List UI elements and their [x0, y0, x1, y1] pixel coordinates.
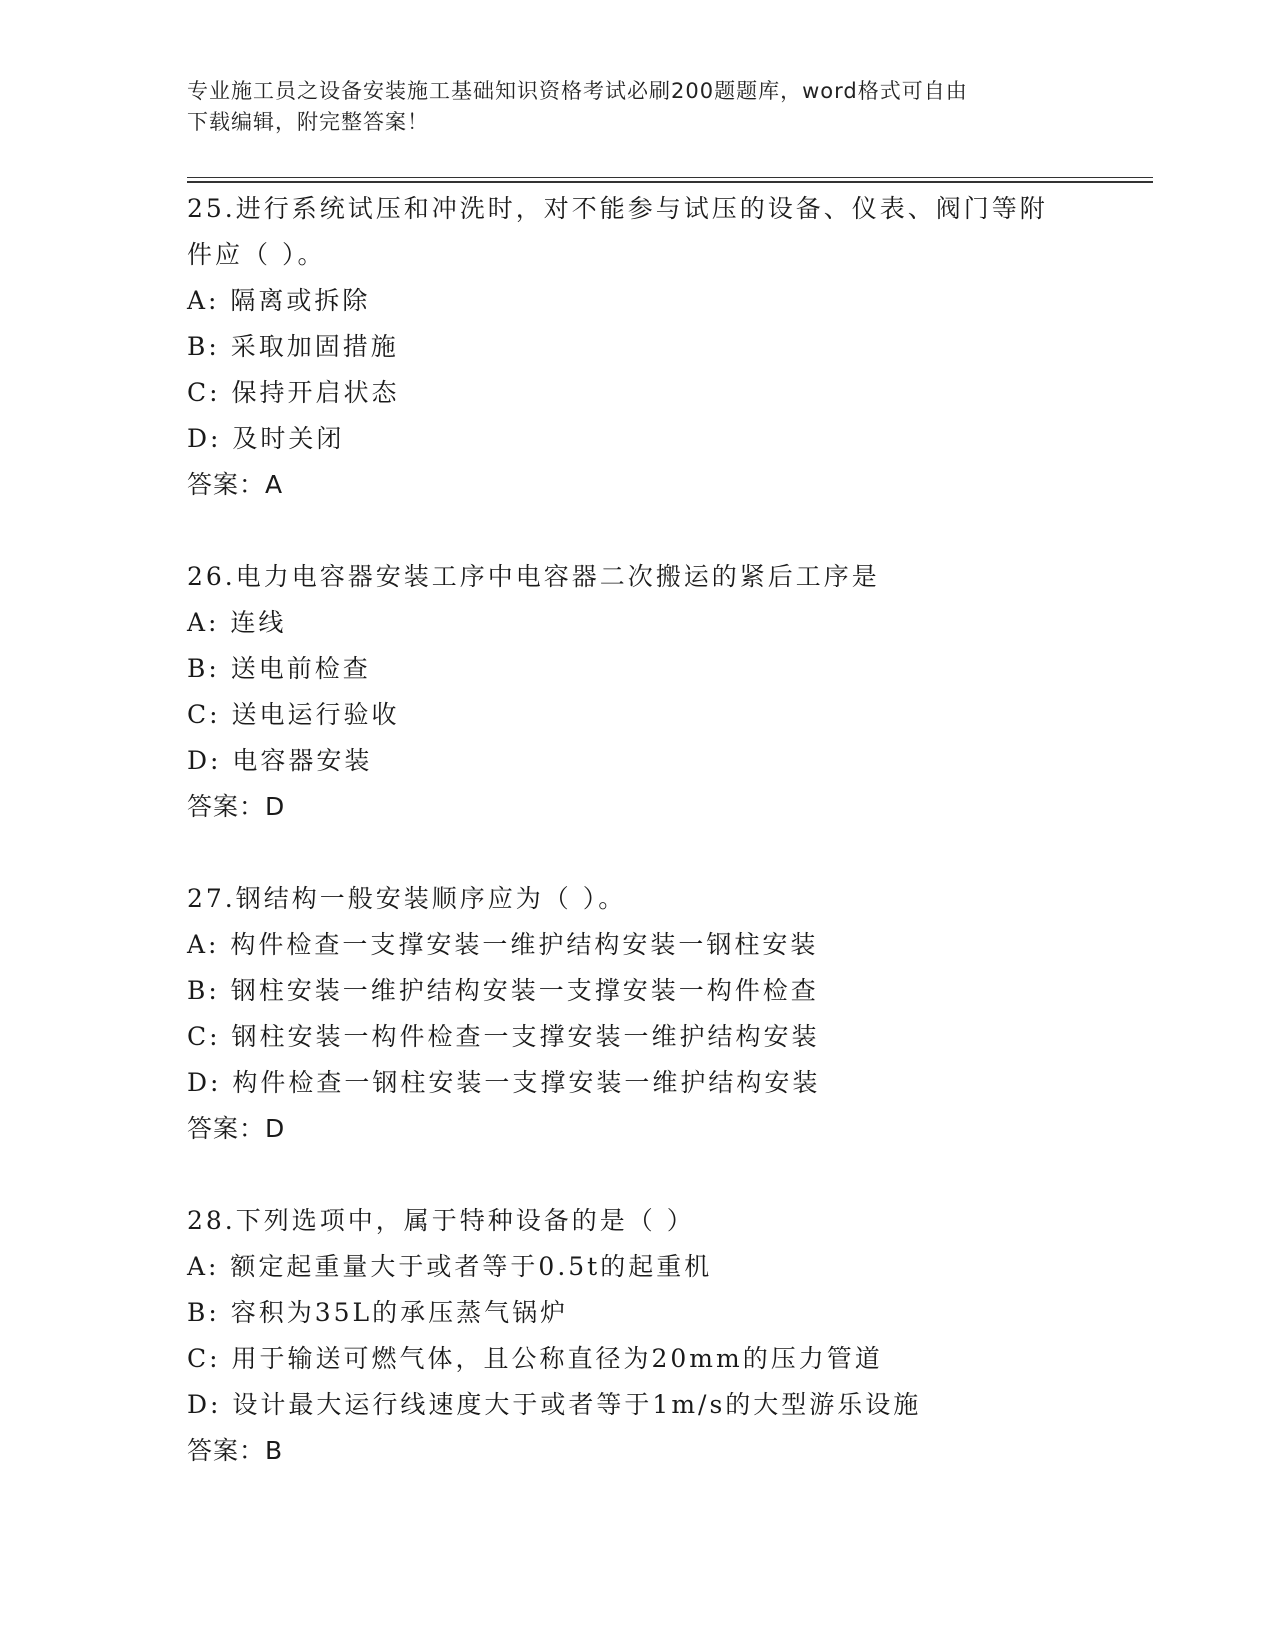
question-stem: 25.进行系统试压和冲洗时，对不能参与试压的设备、仪表、阀门等附	[187, 194, 1048, 223]
question-stem: 件应（ ）。	[187, 240, 326, 269]
question-stem: 28.下列选项中，属于特种设备的是（ ）	[187, 1206, 695, 1235]
option-b: B: 容积为35L的承压蒸气锅炉	[187, 1298, 569, 1327]
answer: 答案：A	[187, 470, 284, 499]
option-c: C: 用于输送可燃气体，且公称直径为20mm的压力管道	[187, 1344, 883, 1373]
header-line-2: 下载编辑，附完整答案！	[187, 110, 429, 134]
option-a: A: 额定起重量大于或者等于0.5t的起重机	[187, 1252, 713, 1281]
answer: 答案：D	[187, 1114, 286, 1143]
question-stem: 27.钢结构一般安装顺序应为（ ）。	[187, 884, 627, 913]
option-b: B: 送电前检查	[187, 654, 371, 683]
answer: 答案：B	[187, 1436, 284, 1465]
question-28	[187, 1198, 1087, 1474]
document-header	[187, 76, 1087, 138]
option-d: D: 构件检查一钢柱安装一支撑安装一维护结构安装	[187, 1068, 821, 1097]
option-a: A: 隔离或拆除	[187, 286, 371, 315]
option-b: B: 钢柱安装一维护结构安装一支撑安装一构件检查	[187, 976, 819, 1005]
question-25	[187, 186, 1087, 508]
answer: 答案：D	[187, 792, 286, 821]
option-a: A: 连线	[187, 608, 287, 637]
question-stem: 26.电力电容器安装工序中电容器二次搬运的紧后工序是	[187, 562, 880, 591]
option-c: C: 钢柱安装一构件检查一支撑安装一维护结构安装	[187, 1022, 820, 1051]
option-a: A: 构件检查一支撑安装一维护结构安装一钢柱安装	[187, 930, 819, 959]
option-d: D: 设计最大运行线速度大于或者等于1m/s的大型游乐设施	[187, 1390, 922, 1419]
header-line-1: 专业施工员之设备安装施工基础知识资格考试必刷200题题库，word格式可自由	[187, 79, 968, 103]
option-d: D: 电容器安装	[187, 746, 373, 775]
option-b: B: 采取加固措施	[187, 332, 399, 361]
option-c: C: 保持开启状态	[187, 378, 400, 407]
question-26	[187, 554, 1087, 830]
option-c: C: 送电运行验收	[187, 700, 400, 729]
option-d: D: 及时关闭	[187, 424, 345, 453]
question-27	[187, 876, 1087, 1152]
header-divider-thick	[187, 181, 1153, 183]
header-divider-thin	[187, 177, 1153, 178]
